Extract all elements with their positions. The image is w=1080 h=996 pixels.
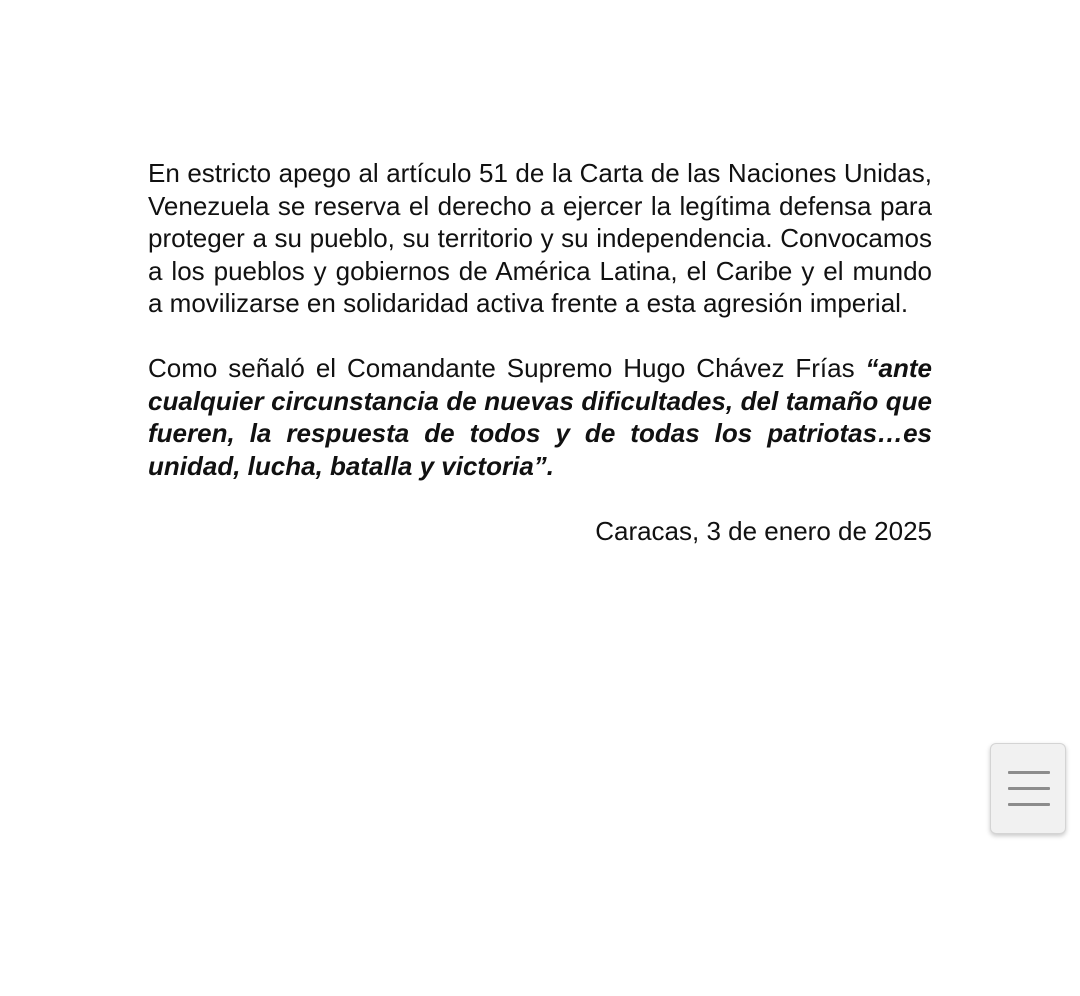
paragraph-chavez-quote: [148, 352, 932, 482]
paragraph-1-text: En estricto apego al artículo 51 de la Carta de las Naciones Unidas, Venezuela se reserva el derecho a ejercer la legítima defensa para proteger a su pueblo, su territorio y su independencia. Convocamos a los pueblos y gobiernos de América Latina, el Caribe y el mundo a movilizarse en solidaridad activa frente a esta agresión imperial.: [148, 158, 932, 318]
document-body: [148, 157, 932, 547]
paragraph-legitimate-defense: [148, 157, 932, 320]
menu-icon-bar-middle: [1008, 787, 1050, 790]
menu-button[interactable]: [990, 743, 1066, 834]
menu-icon-bar-bottom: [1008, 803, 1050, 806]
quote-intro-text: Como señaló el Comandante Supremo Hugo Chávez Frías: [148, 353, 855, 383]
hamburger-menu-icon: [1008, 771, 1050, 807]
chavez-quote: “ante cualquier circunstancia de nuevas dificultades, del tamaño que fueren, la respuesta de todos y de todas los patriotas…es unidad, lucha, batalla y victoria”.: [148, 353, 932, 481]
menu-icon-bar-top: [1008, 771, 1050, 774]
place-and-date: Caracas, 3 de enero de 2025: [595, 515, 932, 546]
